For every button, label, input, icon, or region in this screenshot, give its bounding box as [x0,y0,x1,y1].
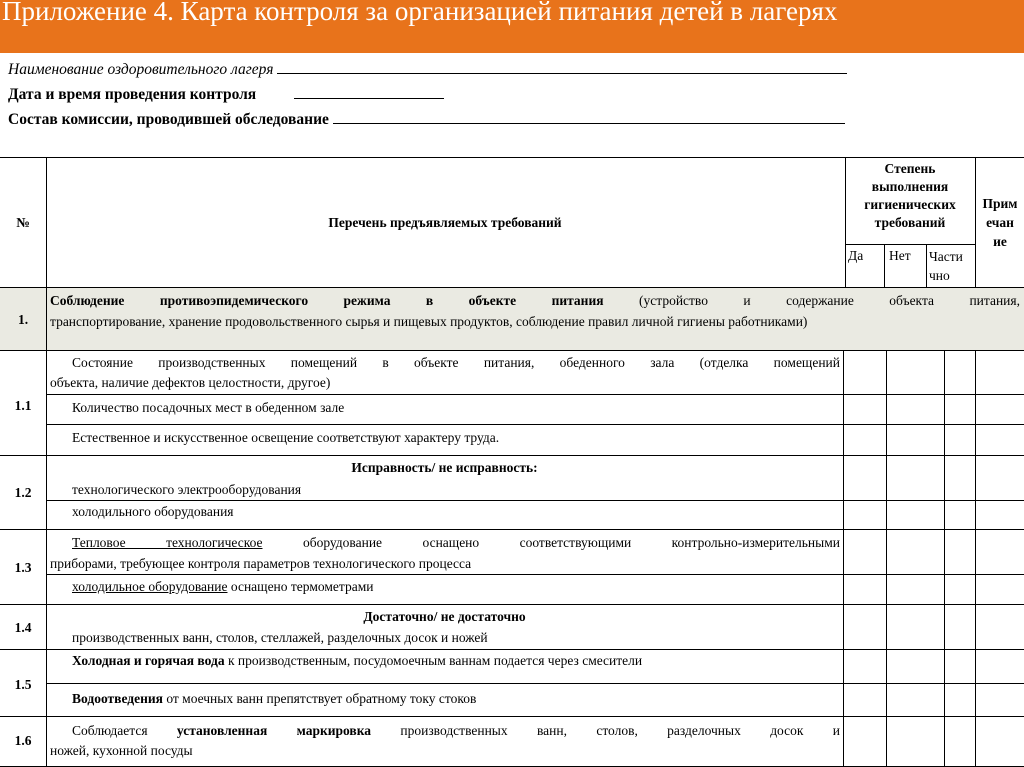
r15-a-bold: Холодная и горячая вода [72,653,225,668]
commission-label: Состав комиссии, проводившей обследование [8,111,329,128]
r15-b [72,690,476,707]
r11-a-line-2: объекта, наличие дефектов целостности, другое) [50,375,331,390]
col-partial-header [929,247,963,285]
r15-b-text: от моечных ванн препятствует обратному току стоков [166,691,477,706]
r15-a-text: к производственным, посудомоечным ваннам подается через смесители [227,653,643,668]
row-number: 1.6 [14,733,32,748]
r13-b-text: оснащено термометрами [230,579,374,594]
r11-b: Количество посадочных мест в обеденном зале [72,400,345,415]
r14-head: Достаточно/ не достаточно [363,609,526,624]
section-1-title: Соблюдение противоэпидемического режима в объекте питания [50,293,604,308]
row-number: 1.5 [14,677,32,692]
r16-line-1 [72,722,840,739]
r11-c: Естественное и искусственное освещение соответствуют характеру труда. [72,430,500,445]
r15-b-bold: Водоотведения [72,691,163,706]
r14-a: производственных ванн, столов, стеллажей, разделочных досок и ножей [72,630,488,645]
degree-line: требований [874,215,946,230]
date-field [8,84,444,104]
page-title: Приложение 4. Карта контроля за организацией питания детей в лагерях [2,0,838,26]
partial-line: чно [929,268,950,283]
col-num-header: № [16,215,30,230]
notes-line: Прим [982,196,1018,211]
commission-field [8,109,845,129]
r13-a-line-1 [72,534,840,551]
r13-a-line-2: приборами, требующее контроля параметров технологического процесса [50,556,472,571]
date-label: Дата и время проведения контроля [8,86,257,103]
notes-line: ечан [986,215,1014,230]
row-number: 1. [17,312,29,327]
r16-bold: установленная маркировка [176,723,372,738]
title-bar [0,0,1024,53]
section-1-desc: (устройство и содержание объекта питания, [639,293,1020,308]
partial-line: Части [929,249,963,264]
r13-b-underlined: холодильное оборудование [72,579,228,594]
r16-text-b: производственных ванн, столов, разделочных досок и [400,723,841,738]
r12-b: холодильного оборудования [72,504,234,519]
col-notes-header [976,194,1024,251]
section-1-line-2: транспортирование, хранение продовольственного сырья и пищевых продуктов, соблюдение правил личной гигиены работниками) [50,314,808,329]
degree-line: выполнения [871,179,949,194]
degree-line: Степень [884,161,936,176]
r13-a-text: оборудование оснащено соответствующими контрольно-измерительными [302,535,840,550]
degree-line: гигиенических [864,197,956,212]
row-number: 1.1 [14,398,32,413]
camp-name-blank[interactable] [277,59,847,74]
section-1-line-1 [50,292,1020,309]
date-blank[interactable] [294,84,444,99]
commission-blank[interactable] [333,109,845,124]
col-requirements-header: Перечень предъявляемых требований [328,215,562,230]
row-number: 1.3 [14,560,32,575]
row-number: 1.4 [14,620,32,635]
r12-a: технологического электрооборудования [72,482,302,497]
r15-a [72,652,642,669]
camp-name-field [8,59,847,79]
row-number: 1.2 [14,485,32,500]
col-no-header: Нет [889,248,911,263]
r16-line-2: ножей, кухонной посуды [50,743,193,758]
notes-line: ие [993,234,1007,249]
r16-text-a: Соблюдается [72,723,148,738]
r13-a-underlined: Тепловое технологическое [72,535,263,550]
r12-head: Исправность/ не исправность: [351,460,538,475]
camp-name-label: Наименование оздоровительного лагеря [8,61,274,78]
col-degree-header [845,160,975,232]
r13-b [72,578,374,595]
col-yes-header: Да [848,248,864,263]
r11-a-line-1: Состояние производственных помещений в объекте питания, обеденного зала (отделка помещений [72,355,840,370]
